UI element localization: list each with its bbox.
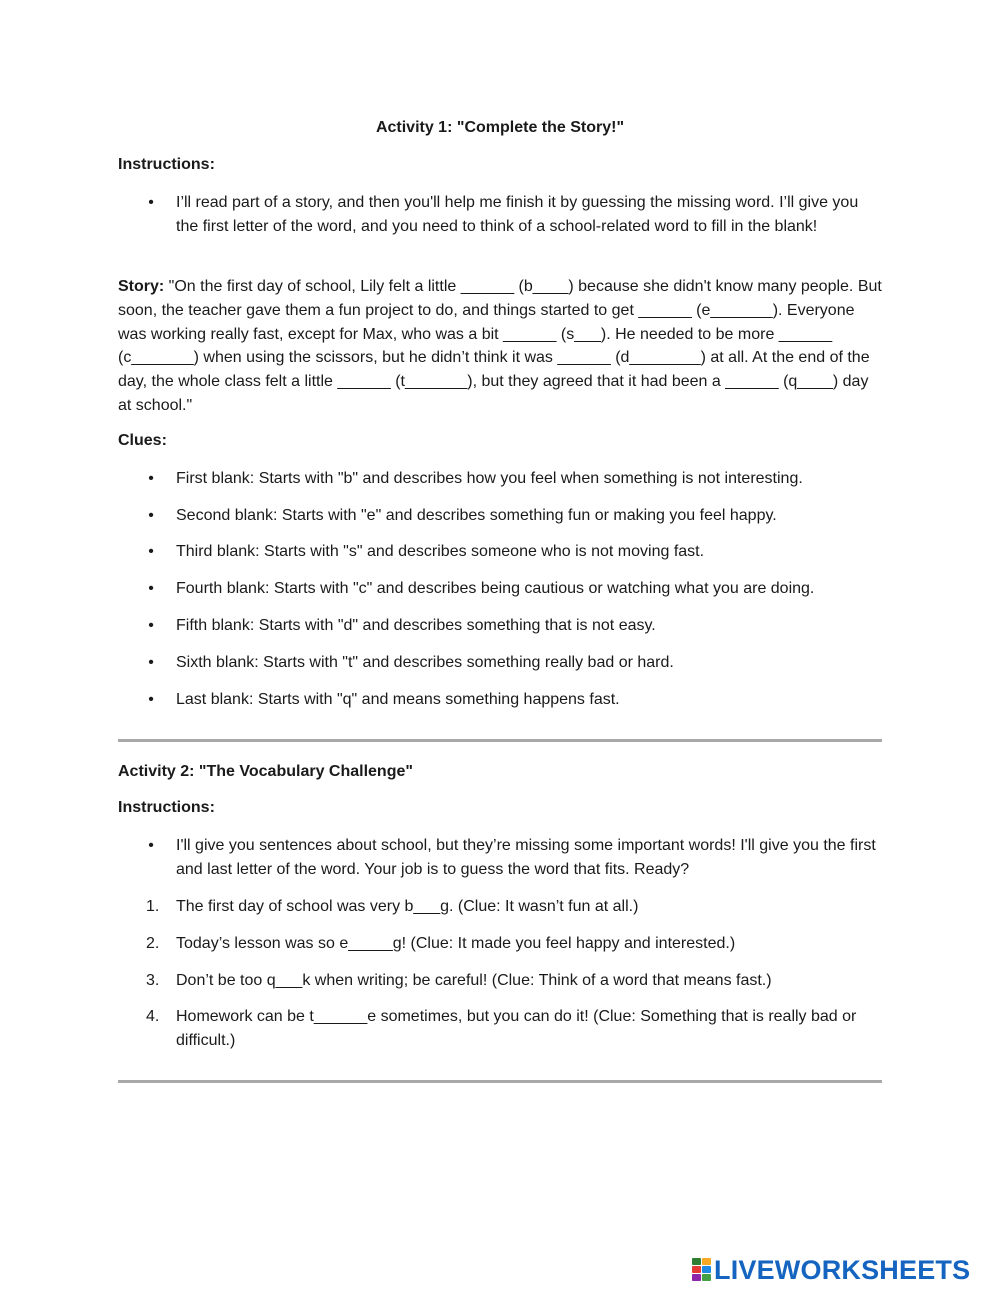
bullet-icon: • [148, 654, 154, 671]
item-text: Don’t be too q___k when writing; be careful! (Clue: Think of a word that means fast.) [176, 972, 772, 989]
clue-text: Last blank: Starts with "q" and means something happens fast. [176, 691, 620, 708]
clue-item [118, 651, 882, 675]
story-paragraph [118, 275, 884, 418]
activity2-title: Activity 2: "The Vocabulary Challenge" [118, 763, 413, 780]
challenge-item [118, 932, 882, 956]
logo-block [692, 1258, 701, 1265]
logo-block [702, 1266, 711, 1273]
activity2-instruction-item [118, 834, 882, 882]
bullet-icon: • [148, 543, 154, 560]
clue-item [118, 467, 882, 491]
clue-text: Sixth blank: Starts with "t" and describes something really bad or hard. [176, 654, 674, 671]
logo-block [702, 1258, 711, 1265]
clue-item [118, 540, 882, 564]
activity1-title: Activity 1: "Complete the Story!" [375, 119, 625, 136]
item-number: 3. [146, 972, 160, 989]
challenge-item [118, 895, 882, 919]
challenge-item [118, 969, 882, 993]
liveworksheets-logo[interactable] [692, 1257, 970, 1283]
clue-item [118, 614, 882, 638]
clue-item [118, 504, 882, 528]
clue-text: Fourth blank: Starts with "c" and describes being cautious or watching what you are doing. [176, 580, 815, 597]
story-label: Story: [118, 278, 165, 295]
clue-text: First blank: Starts with "b" and describes how you feel when something is not interesting. [176, 470, 803, 487]
bullet-icon: • [148, 837, 154, 854]
item-number: 4. [146, 1008, 160, 1025]
bullet-icon: • [148, 507, 154, 524]
activity1-instruction-item [118, 191, 882, 239]
clues-heading: Clues: [118, 432, 167, 449]
bullet-icon: • [148, 617, 154, 634]
item-number: 1. [146, 898, 160, 915]
clue-text: Second blank: Starts with "e" and describes something fun or making you feel happy. [176, 507, 777, 524]
challenge-item [118, 1005, 882, 1053]
section-divider [118, 739, 882, 742]
logo-text: LIVEWORKSHEETS [714, 1255, 971, 1285]
instruction-text: I'll give you sentences about school, but they’re missing some important words! I'll give you the first and last letter of the word. Your job is to guess the word that fits. Ready? [176, 837, 876, 878]
story-text: "On the first day of school, Lily felt a little ______ (b____) because she didn't know many people. But soon, the teacher gave them a fun project to do, and things started to get ______ (e_______). Everyone was working really fast, except for Max, who was a bit ______ (s___). He needed to be more ______ (c_______) when using the scissors, but he didn’t think it was ______ (d________) at all. At the end of the day, the whole class felt a little ______ (t_______), but they agreed that it had been a ______ (q____) day at school." [118, 278, 882, 414]
logo-block [702, 1274, 711, 1281]
bullet-icon: • [148, 194, 154, 211]
bullet-icon: • [148, 691, 154, 708]
item-text: Today’s lesson was so e_____g! (Clue: It made you feel happy and interested.) [176, 935, 736, 952]
bullet-icon: • [148, 580, 154, 597]
clue-text: Third blank: Starts with "s" and describes someone who is not moving fast. [176, 543, 705, 560]
logo-block [692, 1266, 701, 1273]
item-number: 2. [146, 935, 160, 952]
activity2-instructions-heading: Instructions: [118, 799, 215, 816]
item-text: The first day of school was very b___g. (Clue: It wasn’t fun at all.) [176, 898, 639, 915]
clue-item [118, 688, 882, 712]
instruction-text: I’ll read part of a story, and then you'll help me finish it by guessing the missing word. I’ll give you the first letter of the word, and you need to think of a school-related word to fill in the blank! [176, 194, 859, 235]
item-text: Homework can be t______e sometimes, but you can do it! (Clue: Something that is really bad or difficult.) [176, 1008, 857, 1049]
section-divider [118, 1080, 882, 1083]
liveworksheets-logo-icon [692, 1258, 711, 1282]
clue-text: Fifth blank: Starts with "d" and describes something that is not easy. [176, 617, 656, 634]
clue-item [118, 577, 882, 601]
bullet-icon: • [148, 470, 154, 487]
activity1-instructions-heading: Instructions: [118, 156, 215, 173]
logo-block [692, 1274, 701, 1281]
